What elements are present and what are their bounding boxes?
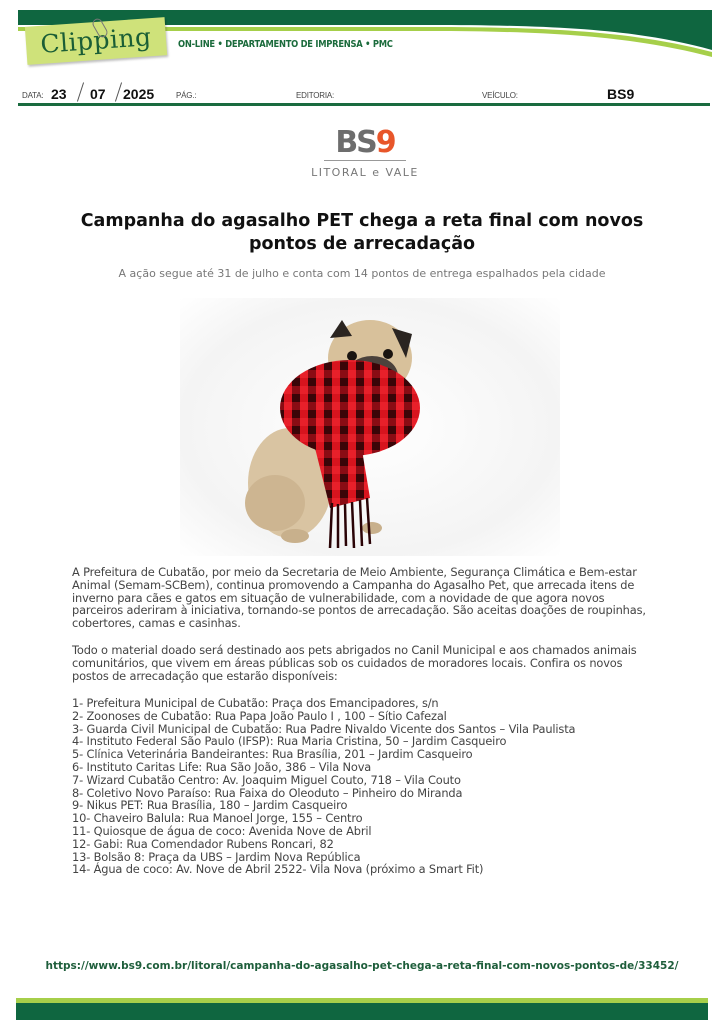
bs9-logo	[300, 126, 430, 186]
collection-point-item: 7- Wizard Cubatão Centro: Av. Joaquim Miguel Couto, 718 – Vila Couto	[72, 772, 461, 787]
pug-scarf-illustration	[180, 298, 560, 556]
vehicle-label: VEÍCULO:	[482, 91, 518, 100]
article-subtitle: A ação segue até 31 de julho e conta com 14 pontos de entrega espalhados pela cidade	[118, 267, 606, 280]
collection-point-item: 4- Instituto Federal São Paulo (IFSP): Rua Maria Cristina, 50 – Jardim Casqueiro	[72, 734, 507, 749]
date-month: 07	[90, 86, 106, 102]
date-label: DATA:	[22, 91, 44, 100]
collection-point-item: 13- Bolsão 8: Praça da UBS – Jardim Nova República	[72, 849, 361, 864]
collection-points-list	[72, 697, 672, 876]
date-separator	[115, 82, 122, 101]
pug-eye-right	[383, 349, 393, 359]
article-paragraph: A Prefeitura de Cubatão, por meio da Secretaria de Meio Ambiente, Segurança Climática e Bem-estar Animal (Semam-SCBem), continua promovendo a Campanha do Agasalho Pet, que arrecada itens de inverno para cães e gatos em situação de vulnerabilidade, com a novidade de que agora novos parceiros aderiram à iniciativa, tornando-se pontos de arrecadação. São aceitas doações de roupinhas, cobertores, camas e casinhas.	[72, 565, 646, 631]
clipping-brand: Clipping	[39, 22, 153, 59]
collection-point-item: 6- Instituto Caritas Life: Rua São João, 386 – Vila Nova	[72, 759, 372, 774]
collection-point-item: 10- Chaveiro Balula: Rua Manoel Jorge, 155 – Centro	[72, 811, 363, 826]
collection-point-item: 2- Zoonoses de Cubatão: Rua Papa João Paulo I , 100 – Sítio Cafezal	[72, 708, 447, 723]
pug-paw-left	[281, 529, 309, 543]
date-day: 23	[51, 86, 67, 102]
footer-dark-band	[16, 1003, 708, 1020]
pug-haunch	[245, 475, 305, 531]
logo-nine: 9	[375, 125, 395, 160]
collection-point-item: 3- Guarda Civil Municipal de Cubatão: Rua Padre Nivaldo Vicente dos Santos – Vila Paulista	[72, 721, 576, 736]
article-paragraph: Todo o material doado será destinado aos pets abrigados no Canil Municipal e aos chamados animais comunitários, que vivem em áreas públicas sob os cuidados de moradores locais. Confira os novos postos de arrecadação que estarão disponíveis:	[72, 643, 637, 683]
date-separator	[77, 82, 84, 101]
logo-divider	[324, 160, 406, 161]
meta-row	[0, 82, 724, 104]
pug-paw-right	[362, 522, 382, 534]
collection-point-item: 9- Nikus PET: Rua Brasília, 180 – Jardim Casqueiro	[72, 798, 348, 813]
logo-bs: BS	[335, 125, 376, 160]
source-url-link[interactable]: https://www.bs9.com.br/litoral/campanha-do-agasalho-pet-chega-a-reta-final-com-novos-pontos-de/33452/	[45, 960, 679, 972]
vehicle-value: BS9	[607, 86, 635, 102]
logo-subtitle: LITORAL e VALE	[311, 166, 419, 179]
meta-divider	[18, 103, 710, 106]
collection-point-item: 12- Gabi: Rua Comendador Rubens Roncari, 82	[72, 836, 334, 851]
collection-point-item: 1- Prefeitura Municipal de Cubatão: Praça dos Emancipadores, s/n	[72, 696, 439, 710]
article-photo	[180, 298, 560, 556]
collection-point-item: 11- Quiosque de água de coco: Avenida Nove de Abril	[72, 823, 372, 838]
section-label: EDITORIA:	[296, 91, 335, 100]
collection-point-item: 8- Coletivo Novo Paraíso: Rua Faixa do Oleoduto – Pinheiro do Miranda	[72, 785, 463, 800]
date-year: 2025	[123, 86, 155, 102]
collection-point-item: 14- Água de coco: Av. Nove de Abril 2522- Vila Nova (próximo a Smart Fit)	[72, 862, 484, 877]
article-title: Campanha do agasalho PET chega a reta final com novos pontos de arrecadação	[80, 211, 644, 254]
pug-eye-left	[347, 351, 357, 361]
department-label: ON-LINE • DEPARTAMENTO DE IMPRENSA • PMC	[178, 39, 393, 50]
collection-point-item: 5- Clínica Veterinária Bandeirantes: Rua Brasília, 201 – Jardim Casqueiro	[72, 747, 473, 762]
page-label: PÁG.:	[176, 91, 197, 100]
logo-wordmark	[300, 126, 430, 160]
